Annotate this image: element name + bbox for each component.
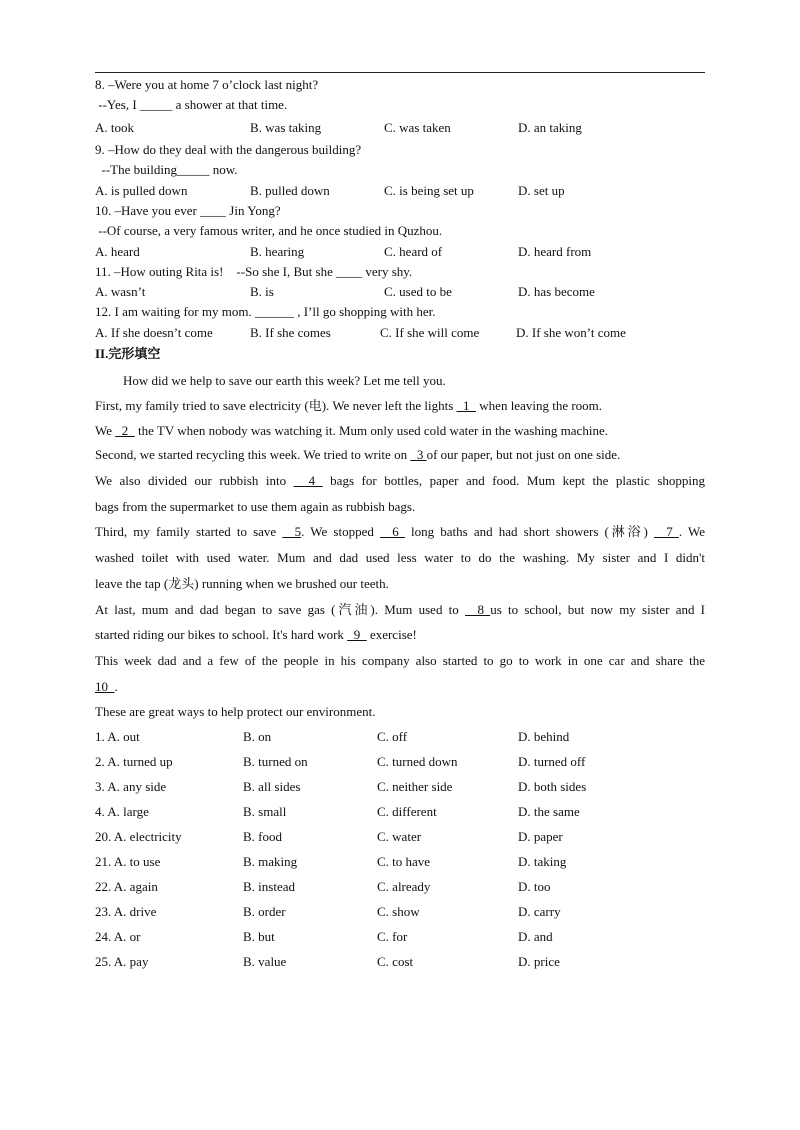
cloze-option: 1. A. out	[95, 729, 140, 744]
cloze-option: C. off	[377, 729, 408, 744]
option: D. heard from	[518, 244, 592, 259]
cloze-option: B. instead	[243, 879, 295, 894]
option: C. used to be	[384, 284, 452, 299]
section-title: II.完形填空	[95, 346, 161, 361]
cloze-option: 22. A. again	[95, 879, 158, 894]
option: A. wasn’t	[95, 284, 146, 299]
cloze-option: B. turned on	[243, 754, 308, 769]
blank-1: 1	[456, 398, 477, 413]
question-line: 9. –How do they deal with the dangerous building?	[95, 142, 362, 157]
option: C. If she will come	[380, 325, 480, 340]
passage-line: leave the tap (龙头) running when we brushed our teeth.	[95, 576, 389, 591]
option: B. was taking	[250, 120, 322, 135]
passage-line: Third, my family started to save 5. We stopped 6 long baths and had short showers (淋浴) 7 . We	[95, 524, 706, 539]
cloze-option: D. carry	[518, 904, 561, 919]
option: A. heard	[95, 244, 140, 259]
question-line: --The building_____ now.	[95, 162, 238, 177]
cloze-option: 3. A. any side	[95, 779, 167, 794]
passage-line: At last, mum and dad began to save gas (汽油). Mum used to 8 us to school, but now my sister and I	[95, 602, 706, 617]
blank-10: 10	[95, 679, 115, 694]
passage-line: 10 .	[95, 679, 118, 694]
cloze-option: B. small	[243, 804, 287, 819]
cloze-option: D. paper	[518, 829, 563, 844]
passage-line: How did we help to save our earth this week? Let me tell you.	[123, 373, 446, 388]
option: A. If she doesn’t come	[95, 325, 213, 340]
cloze-option: 20. A. electricity	[95, 829, 182, 844]
cloze-option: D. too	[518, 879, 551, 894]
question-line: --Yes, I _____ a shower at that time.	[95, 97, 288, 112]
option: C. heard of	[384, 244, 443, 259]
cloze-option: D. turned off	[518, 754, 586, 769]
blank-9: 9	[347, 627, 367, 642]
cloze-option: C. different	[377, 804, 437, 819]
option: B. is	[250, 284, 274, 299]
cloze-option: D. and	[518, 929, 553, 944]
blank-3: 3	[410, 447, 427, 462]
option: C. was taken	[384, 120, 451, 135]
passage-line: washed toilet with used water. Mum and dad used less water to do the washing. My sister and I didn't	[95, 550, 705, 565]
cloze-option: 25. A. pay	[95, 954, 149, 969]
option: C. is being set up	[384, 183, 474, 198]
top-rule	[95, 72, 705, 73]
cloze-option: 23. A. drive	[95, 904, 157, 919]
cloze-option: D. taking	[518, 854, 567, 869]
option: B. hearing	[250, 244, 305, 259]
cloze-option: C. water	[377, 829, 422, 844]
passage-line: These are great ways to help protect our environment.	[95, 704, 376, 719]
cloze-option: C. neither side	[377, 779, 453, 794]
cloze-option: C. show	[377, 904, 420, 919]
blank-5: 5	[282, 524, 302, 539]
cloze-option: B. on	[243, 729, 272, 744]
question-line: 12. I am waiting for my mom. ______ , I’ll go shopping with her.	[95, 304, 436, 319]
option: B. pulled down	[250, 183, 330, 198]
cloze-option: 24. A. or	[95, 929, 141, 944]
option: B. If she comes	[250, 325, 331, 340]
passage-line: bags from the supermarket to use them again as rubbish bags.	[95, 499, 416, 514]
cloze-option: B. making	[243, 854, 298, 869]
cloze-option: C. already	[377, 879, 431, 894]
blank-8: 8	[465, 602, 491, 617]
passage-line: First, my family tried to save electricity (电). We never left the lights 1 when leaving the room.	[95, 398, 603, 413]
cloze-option: B. all sides	[243, 779, 301, 794]
cloze-option: C. cost	[377, 954, 414, 969]
blank-4: 4	[293, 473, 323, 488]
cloze-option: B. but	[243, 929, 275, 944]
cloze-option: C. for	[377, 929, 408, 944]
cloze-option: D. behind	[518, 729, 570, 744]
blank-2: 2	[115, 423, 135, 438]
passage-line: We also divided our rubbish into 4 bags for bottles, paper and food. Mum kept the plastic shopping	[95, 473, 705, 488]
option: D. has become	[518, 284, 595, 299]
cloze-option: C. to have	[377, 854, 431, 869]
cloze-option: 21. A. to use	[95, 854, 161, 869]
blank-7: 7	[653, 524, 679, 539]
passage-line: Second, we started recycling this week. We tried to write on 3 of our paper, but not just on one side.	[95, 447, 621, 462]
question-line: 8. –Were you at home 7 o’clock last night?	[95, 77, 319, 92]
cloze-option: B. food	[243, 829, 282, 844]
passage-line: This week dad and a few of the people in his company also started to go to work in one car and share the	[95, 653, 705, 668]
cloze-option: D. price	[518, 954, 560, 969]
passage-line: We 2 the TV when nobody was watching it. Mum only used cold water in the washing machine.	[95, 423, 608, 438]
cloze-option: D. both sides	[518, 779, 587, 794]
cloze-option: B. order	[243, 904, 286, 919]
cloze-option: 4. A. large	[95, 804, 149, 819]
cloze-option: D. the same	[518, 804, 580, 819]
question-line: 10. –Have you ever ____ Jin Yong?	[95, 203, 281, 218]
question-line: --Of course, a very famous writer, and he once studied in Quzhou.	[95, 223, 443, 238]
option: D. an taking	[518, 120, 582, 135]
option: A. is pulled down	[95, 183, 188, 198]
blank-6: 6	[379, 524, 405, 539]
option: D. set up	[518, 183, 565, 198]
option: D. If she won’t come	[516, 325, 626, 340]
cloze-option: B. value	[243, 954, 287, 969]
option: A. took	[95, 120, 134, 135]
cloze-option: 2. A. turned up	[95, 754, 173, 769]
passage-line: started riding our bikes to school. It's hard work 9 exercise!	[95, 627, 417, 642]
question-line: 11. –How outing Rita is! --So she I, But she ____ very shy.	[95, 264, 413, 279]
cloze-option: C. turned down	[377, 754, 458, 769]
